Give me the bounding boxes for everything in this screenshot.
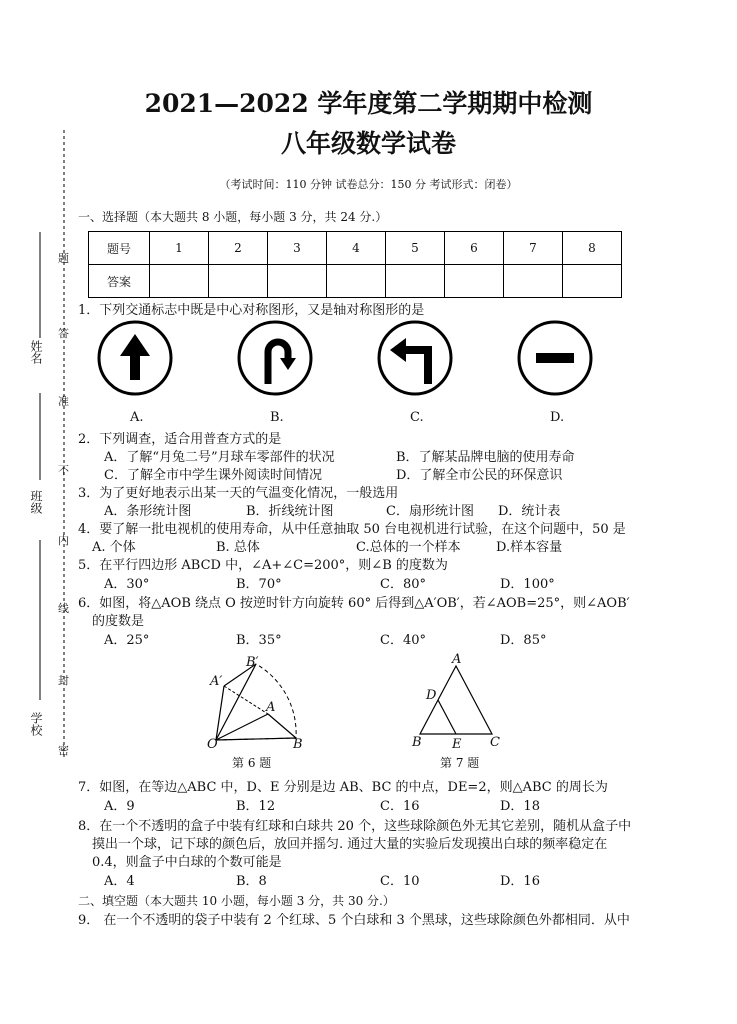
fig6-label-a1: A′ — [210, 674, 223, 689]
q6-option-a: A．25° — [104, 633, 150, 648]
question-6-cont: 的度数是 — [92, 614, 145, 629]
binding-char: 线 — [58, 602, 69, 615]
table-head-number: 题号 — [89, 232, 150, 265]
answer-table — [88, 231, 622, 298]
fig7-caption: 第 7 题 — [440, 756, 480, 770]
q8-option-a: A．4 — [104, 874, 135, 889]
q6-option-d: D．85° — [500, 633, 547, 648]
answer-cell[interactable] — [504, 265, 563, 298]
q5-option-b: B．70° — [236, 577, 282, 592]
question-7: 7．如图，在等边△ABC 中，D、E 分别是边 AB、BC 的中点，DE=2，则△ABC 的周长为 — [78, 780, 608, 795]
question-8-cont2: 0.4，则盒子中白球的个数可能是 — [92, 855, 282, 870]
answer-cell[interactable] — [327, 265, 386, 298]
q2-option-a: A．了解“月兔二号”月球车零部件的状况 — [104, 450, 335, 465]
q2-option-d: D．了解全市公民的环保意识 — [396, 468, 563, 483]
question-3: 3．为了更好地表示出某一天的气温变化情况，一般选用 — [78, 486, 399, 501]
section1-heading: 一、选择题（本大题共 8 小题，每小题 3 分，共 24 分.） — [78, 210, 388, 224]
q7-option-a: A．9 — [104, 799, 135, 814]
exam-subtitle: 八年级数学试卷 — [280, 129, 456, 158]
fig6-caption: 第 6 题 — [232, 756, 272, 770]
binding-char: 答 — [58, 327, 69, 340]
q1-option-c: C. — [410, 410, 424, 425]
binding-char: 内 — [58, 534, 69, 547]
q4-option-a: A. 个体 — [92, 540, 136, 555]
q4-option-d: D.样本容量 — [496, 540, 563, 555]
question-9: 9． 在一个不透明的袋子中装有 2 个红球、5 个白球和 3 个黑球，这些球除颜色外都相同．从中 — [78, 913, 630, 928]
q8-option-b: B．8 — [236, 874, 267, 889]
q6-option-c: C．40° — [380, 633, 426, 648]
q2-option-b: B．了解某品牌电脑的使用寿命 — [396, 450, 575, 465]
binding-char: 密 — [58, 744, 69, 757]
q5-option-a: A．30° — [104, 577, 150, 592]
q4-option-b: B. 总体 — [216, 540, 260, 555]
table-cell-number: 3 — [268, 232, 327, 265]
answer-cell[interactable] — [563, 265, 622, 298]
binding-char: 封 — [58, 674, 69, 687]
binding-char: 题 — [58, 252, 69, 265]
q8-option-d: D．16 — [500, 874, 540, 889]
answer-cell[interactable] — [150, 265, 209, 298]
fig7-label-b: B — [412, 735, 422, 750]
answer-cell[interactable] — [268, 265, 327, 298]
label-class: 班级 — [29, 490, 43, 514]
question-6: 6．如图，将△AOB 绕点 O 按逆时针方向旋转 60° 后得到△A′OB′，若∠AOB=25°，则∠AOB′ — [78, 596, 630, 611]
answer-cell[interactable] — [386, 265, 445, 298]
fig6-label-b: B — [293, 737, 303, 752]
fig7-label-a: A — [452, 652, 462, 667]
answer-cell[interactable] — [209, 265, 268, 298]
table-row — [89, 265, 622, 298]
question-1: 1．下列交通标志中既是中心对称图形，又是轴对称图形的是 — [78, 303, 425, 318]
question-5: 5．在平行四边形 ABCD 中，∠A+∠C=200°，则∠B 的度数为 — [78, 558, 448, 573]
section2-heading: 二、填空题（本大题共 10 小题，每小题 3 分，共 30 分.） — [78, 894, 395, 908]
table-cell-number: 8 — [563, 232, 622, 265]
table-head-answer: 答案 — [89, 265, 150, 298]
table-cell-number: 2 — [209, 232, 268, 265]
q7-option-c: C．16 — [380, 799, 420, 814]
table-cell-number: 7 — [504, 232, 563, 265]
q3-option-c: C．扇形统计图 — [386, 504, 474, 519]
up-arrow-sign-icon — [99, 322, 171, 394]
q3-option-b: B．折线统计图 — [246, 504, 334, 519]
q5-option-d: D．100° — [500, 577, 555, 592]
question-8-cont: 摸出一个球，记下球的颜色后，放回并摇匀. 通过大量的实验后发现摸出白球的频率稳定在 — [92, 837, 608, 852]
traffic-signs — [90, 320, 610, 400]
q1-option-a: A. — [130, 410, 144, 425]
u-turn-sign-icon — [239, 322, 311, 394]
exam-info: （考试时间：110 分钟 试卷总分：150 分 考试形式：闭卷） — [219, 178, 518, 191]
q1-option-b: B. — [270, 410, 284, 425]
label-school: 学校 — [29, 712, 43, 736]
exam-title: 2021—2022 学年度第二学期期中检测 — [144, 89, 593, 118]
binding-margin — [0, 0, 80, 1020]
q3-option-a: A．条形统计图 — [104, 504, 192, 519]
q3-option-d: D．统计表 — [498, 504, 561, 519]
q5-option-c: C．80° — [380, 577, 426, 592]
table-cell-number: 1 — [150, 232, 209, 265]
q4-option-c: C.总体的一个样本 — [356, 540, 461, 555]
binding-char: 准 — [58, 395, 69, 408]
fig6-label-o: O — [207, 737, 218, 752]
label-name: 姓名 — [29, 340, 43, 364]
question-8: 8．在一个不透明的盒子中装有红球和白球共 20 个，这些球除颜色外无其它差别，随机从盒子中 — [78, 819, 632, 834]
q8-option-c: C．10 — [380, 874, 420, 889]
fig6-label-a: A — [266, 700, 276, 715]
q2-option-c: C．了解全市中学生课外阅读时间情况 — [104, 468, 322, 483]
q7-option-b: B．12 — [236, 799, 276, 814]
q6-option-b: B．35° — [236, 633, 282, 648]
fig7-label-d: D — [426, 688, 437, 703]
binding-char: 不 — [58, 464, 69, 477]
question-4: 4．要了解一批电视机的使用寿命，从中任意抽取 50 台电视机进行试验，在这个问题中，50 是 — [78, 522, 626, 537]
fig7-label-e: E — [452, 737, 462, 752]
fig6-label-b1: B′ — [246, 655, 259, 670]
table-row — [89, 232, 622, 265]
q1-option-d: D. — [550, 410, 565, 425]
question-2: 2．下列调查，适合用普查方式的是 — [78, 432, 282, 447]
answer-cell[interactable] — [445, 265, 504, 298]
table-cell-number: 4 — [327, 232, 386, 265]
q7-option-d: D．18 — [500, 799, 540, 814]
table-cell-number: 6 — [445, 232, 504, 265]
table-cell-number: 5 — [386, 232, 445, 265]
fig7-label-c: C — [490, 735, 500, 750]
left-turn-sign-icon — [379, 322, 451, 394]
no-entry-sign-icon — [519, 322, 591, 394]
